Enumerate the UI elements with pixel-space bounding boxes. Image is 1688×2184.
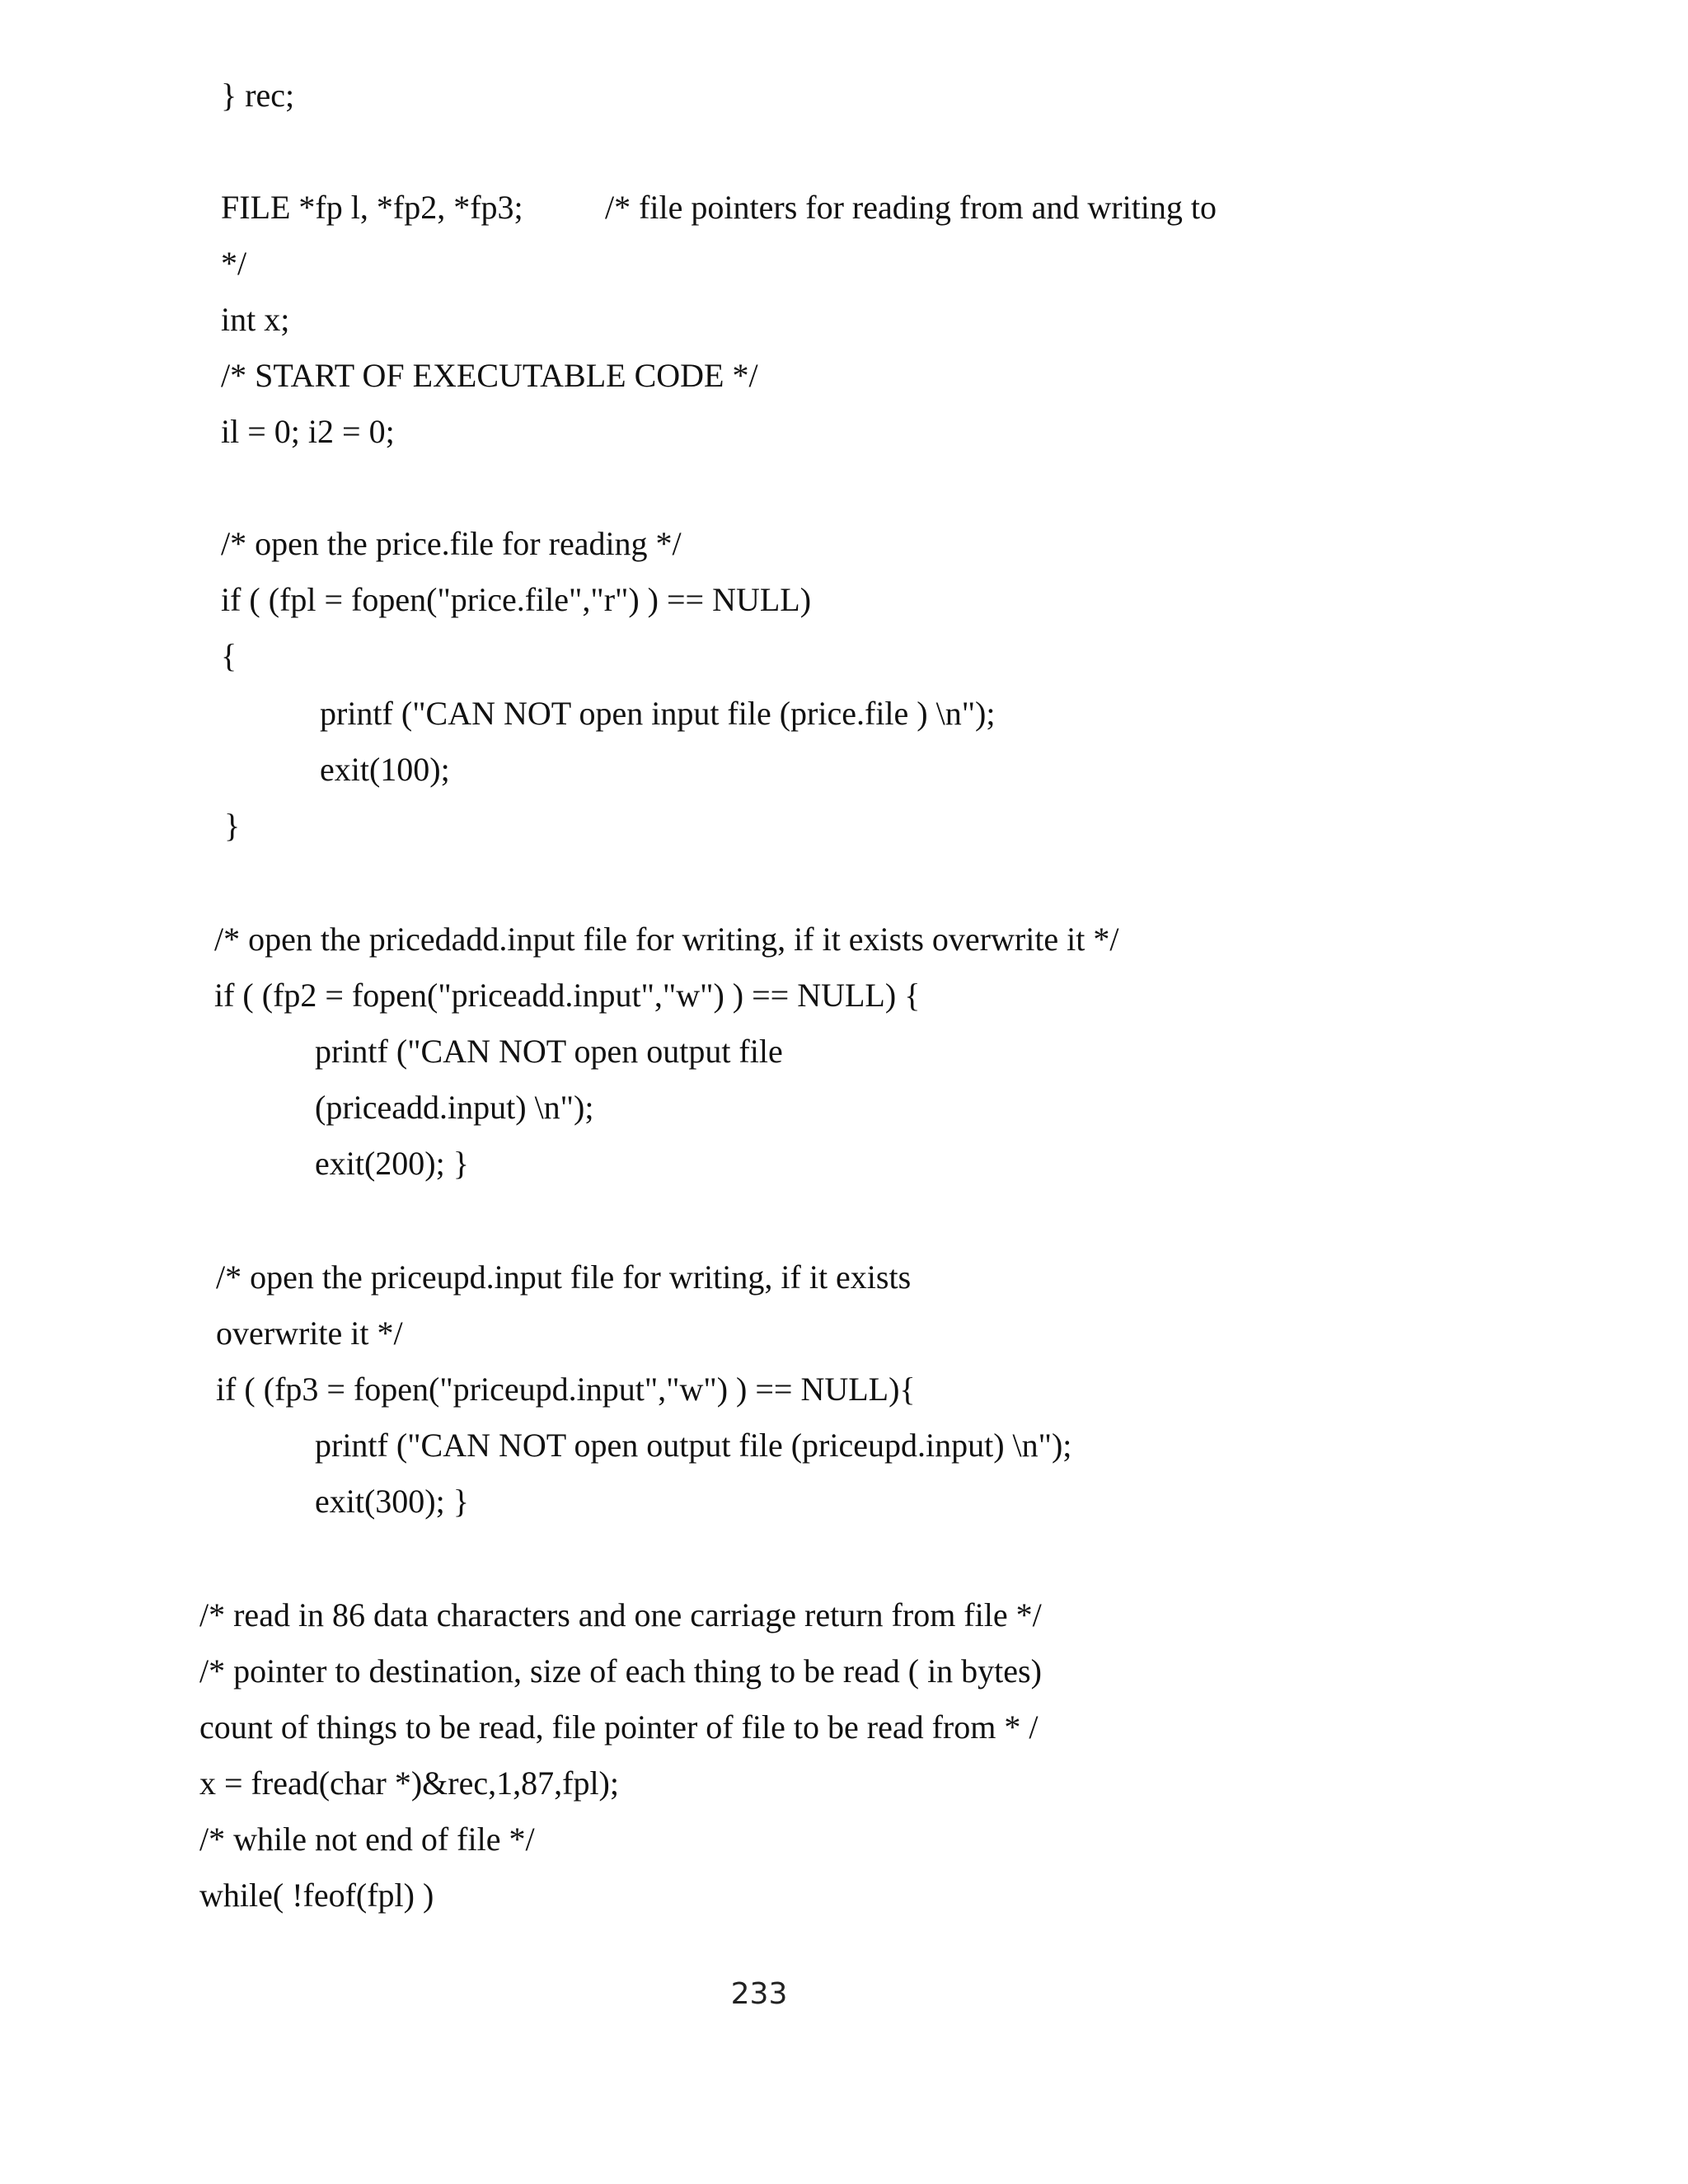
code-line: }	[224, 807, 241, 844]
code-line: printf ("CAN NOT open output file (priceupd.input) \n");	[315, 1427, 1072, 1464]
code-line: if ( (fp2 = fopen("priceadd.input","w") ) == NULL) {	[214, 977, 921, 1014]
code-comment: /* open the price.file for reading */	[221, 525, 682, 562]
code-line: {	[221, 637, 237, 674]
code-line: il = 0; i2 = 0;	[221, 413, 395, 450]
code-comment: /* while not end of file */	[199, 1821, 535, 1858]
code-line: FILE *fp l, *fp2, *fp3;	[221, 189, 523, 226]
code-comment: /* open the priceupd.input file for writing, if it exists	[216, 1258, 912, 1296]
page-number: 233	[730, 1977, 788, 2011]
code-line: } rec;	[221, 77, 295, 114]
code-line: exit(200); }	[315, 1145, 469, 1182]
code-comment: /* read in 86 data characters and one carriage return from file */	[199, 1596, 1042, 1633]
code-line: if ( (fp3 = fopen("priceupd.input","w") ) == NULL){	[216, 1371, 916, 1408]
code-line: exit(100);	[320, 751, 450, 788]
code-comment: count of things to be read, file pointer of file to be read from * /	[199, 1708, 1039, 1746]
code-line: */	[221, 245, 247, 282]
code-comment: overwrite it */	[216, 1315, 403, 1352]
code-line: int x;	[221, 301, 290, 338]
code-comment: /* open the pricedadd.input file for writing, if it exists overwrite it */	[214, 921, 1119, 958]
code-line: (priceadd.input) \n");	[315, 1089, 594, 1126]
code-comment: /* file pointers for reading from and writing to	[605, 189, 1217, 226]
code-line: if ( (fpl = fopen("price.file","r") ) == NULL)	[221, 581, 812, 618]
code-comment: /* pointer to destination, size of each thing to be read ( in bytes)	[199, 1652, 1042, 1690]
code-line: printf ("CAN NOT open output file	[315, 1033, 783, 1070]
code-line: printf ("CAN NOT open input file (price.file ) \n");	[320, 695, 996, 732]
code-comment: /* START OF EXECUTABLE CODE */	[221, 357, 758, 394]
code-line: while( !feof(fpl) )	[199, 1877, 434, 1914]
code-line: x = fread(char *)&rec,1,87,fpl);	[199, 1765, 619, 1802]
code-line: exit(300); }	[315, 1483, 469, 1520]
